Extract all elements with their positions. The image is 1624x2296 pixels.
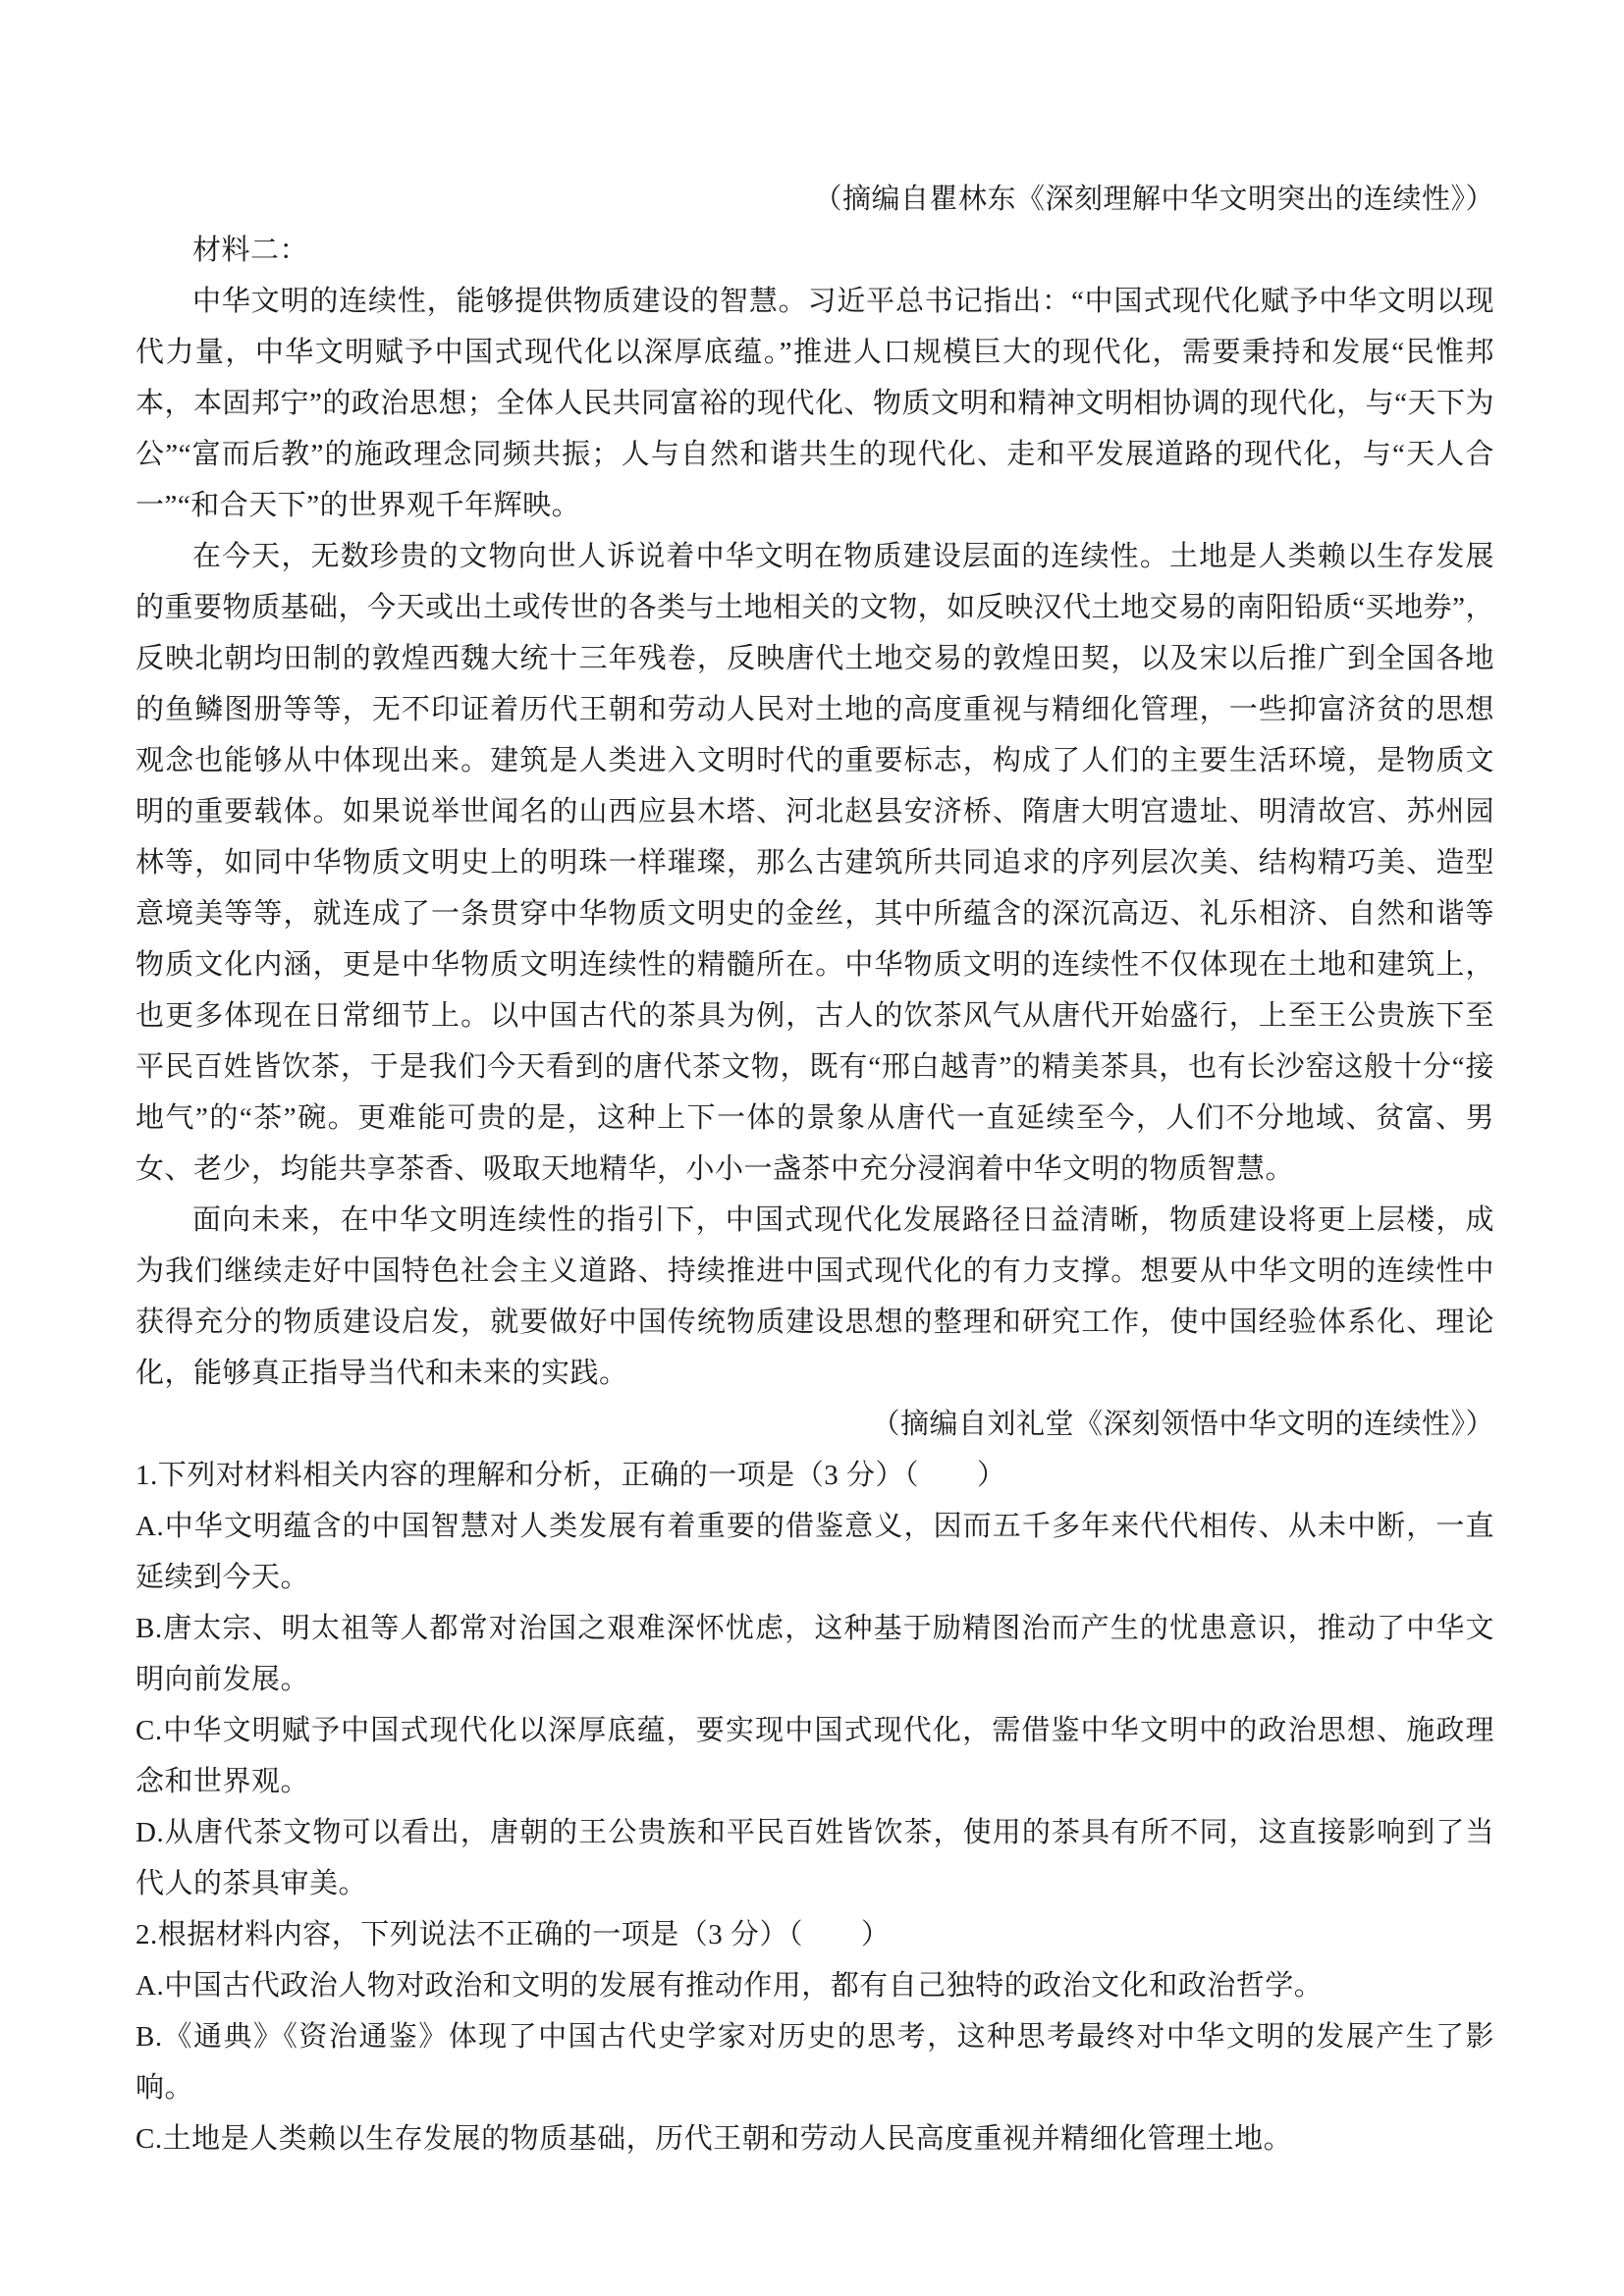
question-2-stem: 2.根据材料内容，下列说法不正确的一项是（3 分）（ ） [135,1919,891,1950]
exam-content [135,174,1494,2164]
material-two-paragraph-1: 中华文明的连续性，能够提供物质建设的智慧。习近平总书记指出：“中国式现代化赋予中华文明以现代力量，中华文明赋予中国式现代化以深厚底蕴。”推进人口规模巨大的现代化，需要秉持和发展“民惟邦本，本固邦宁”的政治思想；全体人民共同富裕的现代化、物质文明和精神文明相协调的现代化，与“天下为公”“富而后教”的施政理念同频共振；人与自然和谐共生的现代化、走和平发展道路的现代化，与“天人合一”“和合天下”的世界观千年辉映。 [135,286,1494,521]
question-1-stem: 1.下列对材料相关内容的理解和分析，正确的一项是（3 分）（ ） [135,1460,1006,1491]
question-2-option-b: B.《通典》《资治通鉴》体现了中国古代史学家对历史的思考，这种思考最终对中华文明的发展产生了影响。 [135,2021,1494,2104]
question-1 [135,1450,1494,1909]
question-1-option-c: C.中华文明赋予中国式现代化以深厚底蕴，要实现中国式现代化，需借鉴中华文明中的政治思想、施政理念和世界观。 [135,1715,1494,1797]
material-one-citation: （摘编自瞿林东《深刻理解中华文明突出的连续性》） [813,184,1494,215]
question-2-option-c: C.土地是人类赖以生存发展的物质基础，历代王朝和劳动人民高度重视并精细化管理土地。 [135,2123,1293,2155]
question-2 [135,1909,1494,2164]
question-1-option-a: A.中华文明蕴含的中国智慧对人类发展有着重要的借鉴意义，因而五千多年来代代相传、从未中断，一直延续到今天。 [135,1511,1494,1593]
question-1-option-b: B.唐太宗、明太祖等人都常对治国之艰难深怀忧虑，这种基于励精图治而产生的忧患意识，推动了中华文明向前发展。 [135,1613,1494,1695]
material-two-heading: 材料二： [192,235,309,266]
question-1-option-d: D.从唐代茶文物可以看出，唐朝的王公贵族和平民百姓皆饮茶，使用的茶具有所不同，这直接影响到了当代人的茶具审美。 [135,1817,1494,1899]
material-two-paragraph-2: 在今天，无数珍贵的文物向世人诉说着中华文明在物质建设层面的连续性。土地是人类赖以生存发展的重要物质基础，今天或出土或传世的各类与土地相关的文物，如反映汉代土地交易的南阳铅质“买地券”，反映北朝均田制的敦煌西魏大统十三年残卷，反映唐代土地交易的敦煌田契，以及宋以后推广到全国各地的鱼鳞图册等等，无不印证着历代王朝和劳动人民对土地的高度重视与精细化管理，一些抑富济贫的思想观念也能够从中体现出来。建筑是人类进入文明时代的重要标志，构成了人们的主要生活环境，是物质文明的重要载体。如果说举世闻名的山西应县木塔、河北赵县安济桥、隋唐大明宫遗址、明清故宫、苏州园林等，如同中华物质文明史上的明珠一样璀璨，那么古建筑所共同追求的序列层次美、结构精巧美、造型意境美等等，就连成了一条贯穿中华物质文明史的金丝，其中所蕴含的深沉高迈、礼乐相济、自然和谐等物质文化内涵，更是中华物质文明连续性的精髓所在。中华物质文明的连续性不仅体现在土地和建筑上，也更多体现在日常细节上。以中国古代的茶具为例，古人的饮茶风气从唐代开始盛行，上至王公贵族下至平民百姓皆饮茶，于是我们今天看到的唐代茶文物，既有“邢白越青”的精美茶具，也有长沙窑这般十分“接地气”的“茶”碗。更难能可贵的是，这种上下一体的景象从唐代一直延续至今，人们不分地域、贫富、男女、老少，均能共享茶香、吸取天地精华，小小一盏茶中充分浸润着中华文明的物质智慧。 [135,541,1494,1185]
material-two-citation: （摘编自刘礼堂《深刻领悟中华文明的连续性》） [871,1409,1494,1440]
question-2-option-a: A.中国古代政治人物对政治和文明的发展有推动作用，都有自己独特的政治文化和政治哲学。 [135,1970,1324,2002]
material-two-paragraph-3: 面向未来，在中华文明连续性的指引下，中国式现代化发展路径日益清晰，物质建设将更上层楼，成为我们继续走好中国特色社会主义道路、持续推进中国式现代化的有力支撑。想要从中华文明的连续性中获得充分的物质建设启发，就要做好中国传统物质建设思想的整理和研究工作，使中国经验体系化、理论化，能够真正指导当代和未来的实践。 [135,1204,1494,1389]
